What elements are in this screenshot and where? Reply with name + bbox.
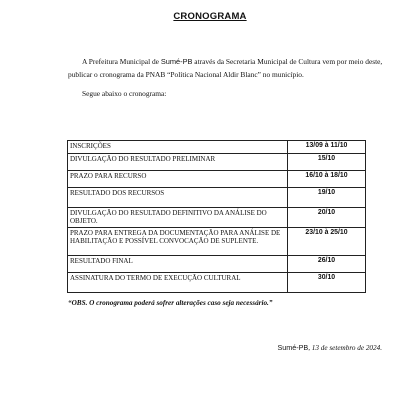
place-date <box>277 343 382 352</box>
table-row <box>68 256 366 273</box>
date-cell: 16/10 à 18/10 <box>288 171 366 188</box>
document-title: CRONOGRAMA <box>173 11 247 22</box>
date-cell: 20/10 <box>288 208 366 228</box>
intro-city: Sumé-PB <box>160 57 193 66</box>
intro-paragraph <box>68 55 394 81</box>
table-row <box>68 154 366 171</box>
event-cell: RESULTADO FINAL <box>68 256 288 273</box>
event-cell: PRAZO PARA RECURSO <box>68 171 288 188</box>
event-cell: DIVULGAÇÃO DO RESULTADO PRELIMINAR <box>68 154 288 171</box>
intro-text-end: através da Secretaria Municipal de Cultura vem por meio deste, publicar o cronograma da PNAB “Política Nacional Aldir Blanc” no município. <box>68 57 383 79</box>
sign-city: Sumé-PB <box>277 343 309 352</box>
table-row <box>68 188 366 208</box>
date-cell: 15/10 <box>288 154 366 171</box>
date-cell: 26/10 <box>288 256 366 273</box>
date-cell: 30/10 <box>288 273 366 293</box>
event-cell: DIVULGAÇÃO DO RESULTADO DEFINITIVO DA ANÁLISE DO OBJETO. <box>68 208 288 228</box>
table-row <box>68 141 366 154</box>
event-cell: PRAZO PARA ENTREGA DA DOCUMENTAÇÃO PARA ANÁLISE DE HABILITAÇÃO E POSSÍVEL CONVOCAÇÃO DE SUPLENTE. <box>68 228 288 256</box>
event-cell: RESULTADO DOS RECURSOS <box>68 188 288 208</box>
intro-text-start: A Prefeitura Municipal de <box>82 57 161 66</box>
event-cell: INSCRIÇÕES <box>68 141 288 154</box>
schedule-table <box>67 140 366 293</box>
event-cell: ASSINATURA DO TERMO DE EXECUÇÃO CULTURAL <box>68 273 288 293</box>
table-row <box>68 171 366 188</box>
table-row <box>68 228 366 256</box>
date-cell: 13/09 à 11/10 <box>288 141 366 154</box>
observation-note: “OBS. O cronograma poderá sofrer alterações caso seja necessário.” <box>68 299 273 307</box>
date-cell: 23/10 à 25/10 <box>288 228 366 256</box>
lead-text: Segue abaixo o cronograma: <box>82 89 167 98</box>
table-row <box>68 208 366 228</box>
table-row <box>68 273 366 293</box>
sign-date: , 13 de setembro de 2024. <box>308 344 382 352</box>
date-cell: 19/10 <box>288 188 366 208</box>
